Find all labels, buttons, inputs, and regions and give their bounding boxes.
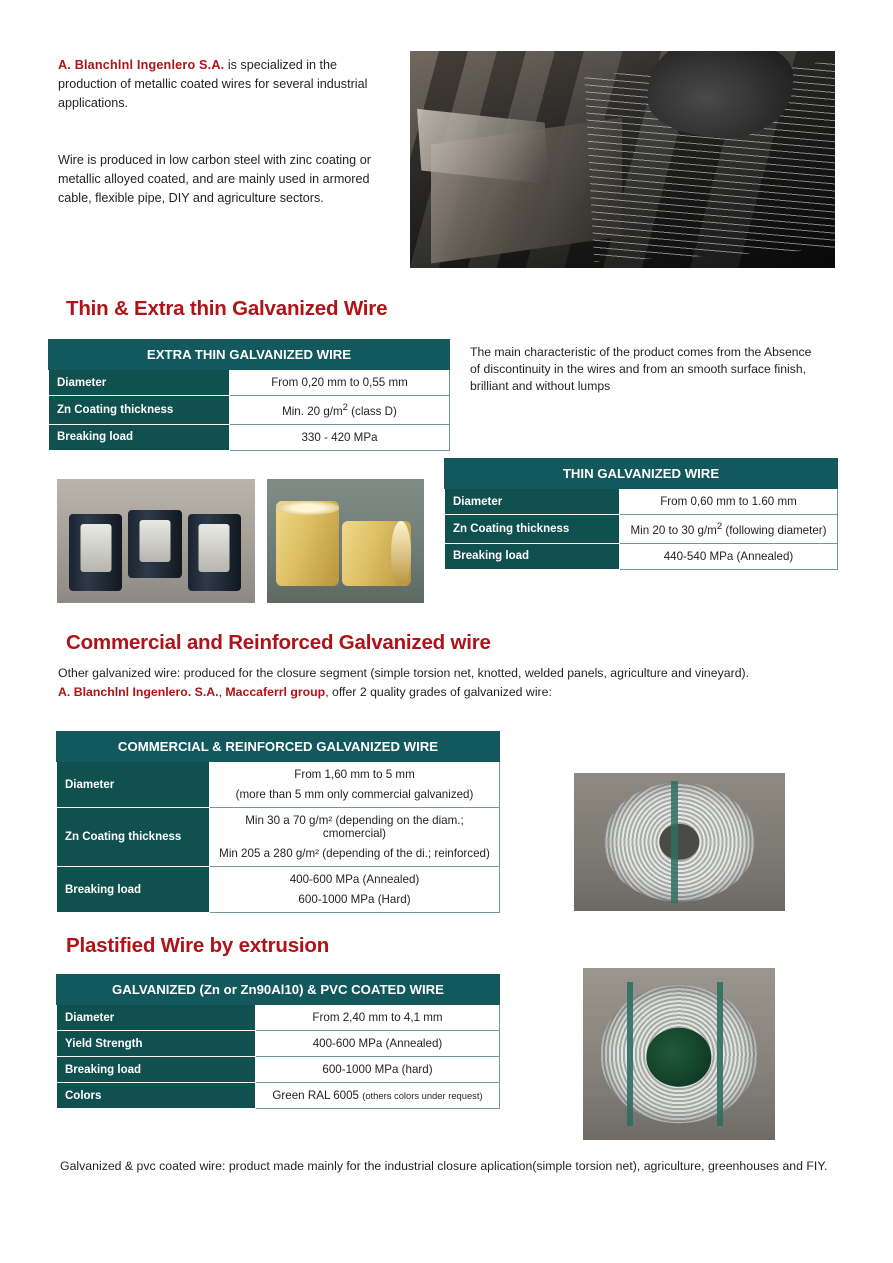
table-header-row bbox=[445, 459, 838, 489]
intro-text-block bbox=[58, 56, 388, 208]
table-extra-thin-galvanized-wire bbox=[48, 339, 450, 451]
row-value-diameter: From 0,60 mm to 1.60 mm bbox=[620, 489, 838, 515]
zn-value-extra: (class D) bbox=[347, 404, 397, 418]
row-value-zn-coating bbox=[620, 515, 838, 544]
photo-galvanized-wire-coil bbox=[574, 773, 785, 911]
value-line-2: 600-1000 MPa (Hard) bbox=[298, 893, 411, 906]
coil-strap bbox=[717, 982, 723, 1126]
row-label-zn-coating: Zn Coating thickness bbox=[57, 808, 210, 867]
row-value-colors bbox=[256, 1083, 500, 1109]
table-thin-galvanized-wire bbox=[444, 458, 838, 570]
row-value-zn-coating bbox=[210, 808, 500, 867]
section-heading-plastified: Plastified Wire by extrusion bbox=[66, 934, 330, 957]
table-row bbox=[57, 808, 500, 867]
value-line-2: Min 205 a 280 g/m² (depending of the di.; reinforced) bbox=[219, 847, 490, 860]
row-label-breaking-load: Breaking load bbox=[445, 543, 620, 569]
row-value-breaking-load: 600-1000 MPa (hard) bbox=[256, 1057, 500, 1083]
table-row bbox=[57, 762, 500, 808]
row-label-colors: Colors bbox=[57, 1083, 256, 1109]
table-galvanized-pvc-coated-wire bbox=[56, 974, 500, 1109]
intro-paragraph-1-rest: is specialized in the production of metallic coated wires for several industrial applications. bbox=[58, 58, 368, 110]
intro-paragraph-2: Wire is produced in low carbon steel with zinc coating or metallic alloyed coated, and are mainly used in armored cable, flexible pipe, DIY and agriculture sectors. bbox=[58, 153, 371, 205]
zn-value: Min. 20 g/m bbox=[282, 404, 343, 418]
table-row bbox=[57, 1005, 500, 1031]
table-title: COMMERCIAL & REINFORCED GALVANIZED WIRE bbox=[57, 732, 500, 762]
value-line-1: Min 30 a 70 g/m² (depending on the diam.; cmomercial) bbox=[245, 814, 464, 840]
side-note-text: The main characteristic of the product comes from the Absence of discontinuity in the wires and from an smooth surface finish, brilliant and without lumps bbox=[470, 345, 812, 393]
section-heading-commercial: Commercial and Reinforced Galvanized wire bbox=[66, 631, 491, 654]
row-value-diameter bbox=[210, 762, 500, 808]
table-row bbox=[57, 1057, 500, 1083]
coil-strap bbox=[671, 781, 678, 902]
row-label-diameter: Diameter bbox=[49, 370, 230, 396]
row-label-diameter: Diameter bbox=[57, 762, 210, 808]
table-row bbox=[445, 515, 838, 544]
value-line-2: (more than 5 mm only commercial galvanized) bbox=[235, 788, 474, 801]
table-commercial-reinforced-galvanized-wire bbox=[56, 731, 500, 913]
photo-paper-coils bbox=[267, 479, 424, 603]
commercial-paragraph-mid: , bbox=[218, 685, 226, 699]
spool bbox=[188, 514, 241, 591]
commercial-paragraph bbox=[58, 664, 848, 702]
color-value: Green RAL 6005 bbox=[272, 1089, 363, 1102]
company-name: A. Blanchlnl Ingenlero S.A. bbox=[58, 58, 225, 72]
table-row bbox=[49, 396, 450, 425]
value-line-1: From 1,60 mm to 5 mm bbox=[294, 768, 415, 781]
row-label-yield-strength: Yield Strength bbox=[57, 1031, 256, 1057]
table-row bbox=[57, 1083, 500, 1109]
photo-wire-spools bbox=[57, 479, 255, 603]
row-value-diameter: From 2,40 mm to 4,1 mm bbox=[256, 1005, 500, 1031]
row-label-breaking-load: Breaking load bbox=[49, 424, 230, 450]
intro-paragraph-1 bbox=[58, 56, 388, 113]
table-row bbox=[57, 1031, 500, 1057]
row-label-zn-coating: Zn Coating thickness bbox=[445, 515, 620, 544]
row-value-breaking-load bbox=[210, 867, 500, 913]
bottom-paragraph: Galvanized & pvc coated wire: product made mainly for the industrial closure aplication(simple torsion net), agriculture, greenhouses and FIY. bbox=[60, 1159, 828, 1173]
zn-superscript: 2 bbox=[342, 402, 348, 413]
row-value-breaking-load: 440-540 MPa (Annealed) bbox=[620, 543, 838, 569]
commercial-paragraph-line1: Other galvanized wire: produced for the closure segment (simple torsion net, knotted, welded panels, agriculture and vineyard). bbox=[58, 666, 750, 680]
coil-strap bbox=[627, 982, 633, 1126]
coil bbox=[276, 501, 339, 585]
table-title: EXTRA THIN GALVANIZED WIRE bbox=[49, 340, 450, 370]
coil bbox=[342, 521, 411, 585]
commercial-company-name: A. Blanchlnl Ingenlero. S.A. bbox=[58, 685, 219, 699]
hero-photo-wire-drawing bbox=[410, 51, 835, 268]
table-title: GALVANIZED (Zn or Zn90Al10) & PVC COATED WIRE bbox=[57, 975, 500, 1005]
row-label-breaking-load: Breaking load bbox=[57, 1057, 256, 1083]
row-label-zn-coating: Zn Coating thickness bbox=[49, 396, 230, 425]
table-header-row bbox=[57, 975, 500, 1005]
spool bbox=[69, 514, 122, 591]
table-row bbox=[49, 370, 450, 396]
color-note: (others colors under request) bbox=[362, 1090, 483, 1101]
table-title: THIN GALVANIZED WIRE bbox=[445, 459, 838, 489]
zn-value: Min 20 to 30 g/m bbox=[630, 523, 717, 537]
table-header-row bbox=[49, 340, 450, 370]
table-row bbox=[57, 867, 500, 913]
row-value-yield-strength: 400-600 MPa (Annealed) bbox=[256, 1031, 500, 1057]
row-value-breaking-load: 330 - 420 MPa bbox=[230, 424, 450, 450]
commercial-paragraph-tail: , offer 2 quality grades of galvanized wire: bbox=[325, 685, 552, 699]
section-heading-thin: Thin & Extra thin Galvanized Wire bbox=[66, 297, 388, 320]
table-row bbox=[445, 489, 838, 515]
value-line-1: 400-600 MPa (Annealed) bbox=[289, 873, 420, 886]
commercial-group-name: Maccaferrl group bbox=[225, 685, 326, 699]
row-value-diameter: From 0,20 mm to 0,55 mm bbox=[230, 370, 450, 396]
table-header-row bbox=[57, 732, 500, 762]
row-label-breaking-load: Breaking load bbox=[57, 867, 210, 913]
zn-value-extra: (following diameter) bbox=[722, 523, 827, 537]
row-value-zn-coating bbox=[230, 396, 450, 425]
zn-superscript: 2 bbox=[716, 521, 723, 532]
spool bbox=[128, 510, 181, 578]
photo-pvc-coated-wire-coil bbox=[583, 968, 775, 1140]
row-label-diameter: Diameter bbox=[445, 489, 620, 515]
table-row bbox=[49, 424, 450, 450]
row-label-diameter: Diameter bbox=[57, 1005, 256, 1031]
wire-coil bbox=[604, 783, 756, 902]
table-row bbox=[445, 543, 838, 569]
